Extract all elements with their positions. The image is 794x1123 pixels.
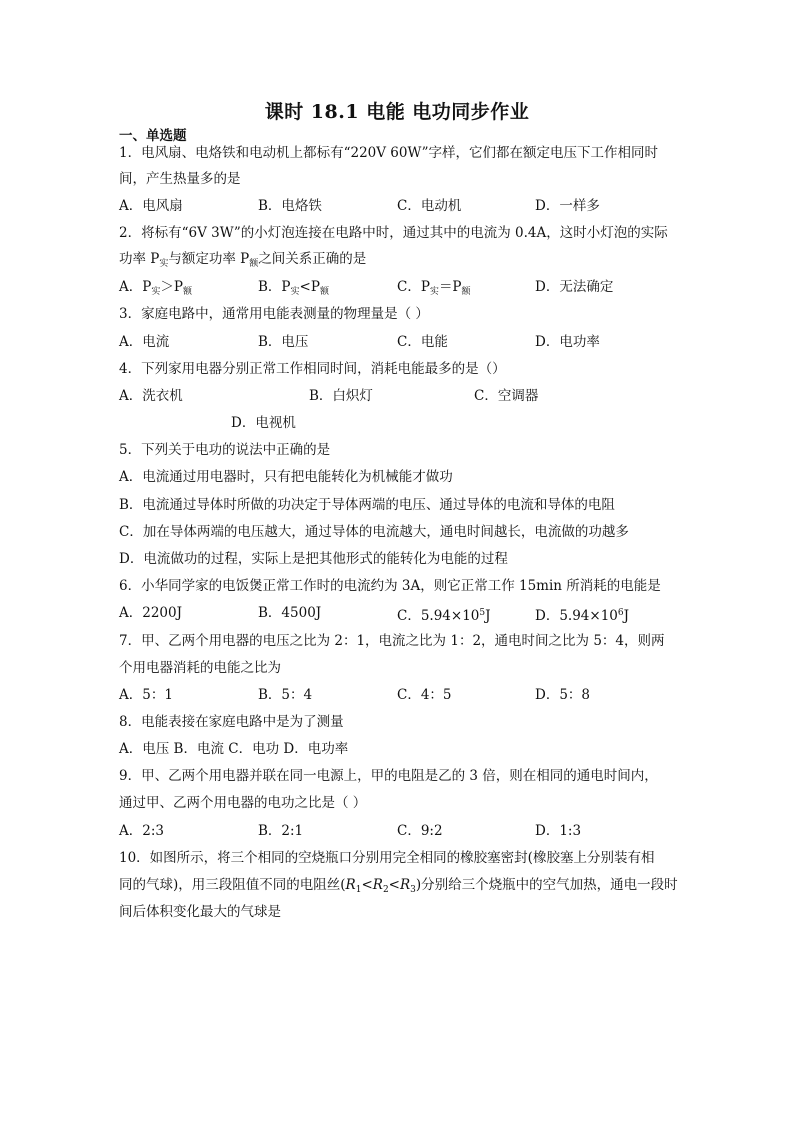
q1-option-d: D．一样多 — [535, 198, 600, 214]
q3-option-d: D．电功率 — [535, 334, 600, 350]
q8-options: A．电压 B．电流 C．电功 D．电功率 — [119, 741, 349, 757]
q1-option-c: C．电动机 — [397, 198, 462, 214]
q2-stem-line2: 功率 $P_实$与额定功率 $P_额$之间关系正确的是 — [119, 251, 367, 269]
q7-option-b: B．5：4 — [258, 687, 313, 703]
q7-stem-line2: 个用电器消耗的电能之比为 — [119, 660, 281, 676]
q5-stem-line1: 5．下列关于电功的说法中正确的是 — [119, 442, 331, 458]
section-heading: 一、单选题 — [119, 128, 187, 144]
q9-stem-line2: 通过甲、乙两个用电器的电功之比是（ ） — [119, 795, 367, 811]
q5-option-d: D．电流做功的过程，实际上是把其他形式的能转化为电能的过程 — [119, 551, 508, 567]
q4-option-d: D．电视机 — [231, 415, 296, 431]
q6-stem-line1: 6．小华同学家的电饭煲正常工作时的电流约为 3A，则它正常工作 15min 所消耗的电能是 — [119, 578, 661, 594]
q6-option-d: D．$5.94\times 10^6J$ — [535, 608, 630, 624]
q1-stem-line1: 1．电风扇、电烙铁和电动机上都标有“220V 60W”字样，它们都在额定电压下工作相同时 — [119, 145, 659, 161]
q5-option-c: C．加在导体两端的电压越大，通过导体的电流越大，通电时间越长，电流做的功越多 — [119, 524, 629, 540]
q1-stem-line2: 间，产生热量多的是 — [119, 171, 241, 187]
q6-option-b: B．4500J — [258, 605, 322, 621]
q4-option-a: A．洗衣机 — [119, 388, 183, 404]
q3-stem-line1: 3．家庭电路中，通常用电能表测量的物理量是（ ） — [119, 306, 429, 322]
page-title: 课时 18.1 电能 电功同步作业 — [264, 101, 530, 123]
q5-option-b: B．电流通过导体时所做的功决定于导体两端的电压、通过导体的电流和导体的电阻 — [119, 497, 615, 513]
q10-stem-line1: 10．如图所示，将三个相同的空烧瓶口分别用完全相同的橡胶塞密封(橡胶塞上分别装有相 — [119, 850, 655, 866]
q7-option-d: D．5：8 — [535, 687, 591, 703]
q2-stem-line1: 2．将标有“6V 3W”的小灯泡连接在电路中时，通过其中的电流为 0.4A，这时小灯泡的实际 — [119, 225, 668, 241]
q10-stem-line3: 间后体积变化最大的气球是 — [119, 904, 281, 920]
q3-option-c: C．电能 — [397, 334, 448, 350]
q4-stem-line1: 4．下列家用电器分别正常工作相同时间，消耗电能最多的是（） — [119, 361, 506, 377]
q9-option-d: D．1:3 — [535, 823, 582, 839]
q6-option-c: C．$5.94\times 10^5J$ — [397, 608, 491, 624]
q5-option-a: A．电流通过用电器时，只有把电能转化为机械能才做功 — [119, 469, 453, 485]
q2-option-d: D．无法确定 — [535, 279, 614, 295]
q2-option-c: C．$P_实=P_额$ — [397, 279, 471, 297]
q9-option-b: B．2:1 — [258, 823, 304, 839]
q10-stem-line2: 同的气球)，用三段阻值不同的电阻丝$(R_1<R_2<R_3)$分别给三个烧瓶中的空气加热，通电一段时 — [119, 877, 678, 895]
q7-stem-line1: 7．甲、乙两个用电器的电压之比为 2：1，电流之比为 1：2，通电时间之比为 5：4，则两 — [119, 633, 665, 649]
q9-option-c: C．9:2 — [397, 823, 443, 839]
q1-option-b: B．电烙铁 — [258, 198, 322, 214]
q4-option-c: C．空调器 — [474, 388, 539, 404]
q7-option-a: A．5：1 — [119, 687, 173, 703]
q2-option-a: A．$P_实>P_额$ — [119, 279, 192, 297]
q7-option-c: C．4：5 — [397, 687, 452, 703]
q9-stem-line1: 9．甲、乙两个用电器并联在同一电源上，甲的电阻是乙的 3 倍，则在相同的通电时间内， — [119, 768, 658, 784]
q8-stem-line1: 8．电能表接在家庭电路中是为了测量 — [119, 714, 344, 730]
q1-option-a: A．电风扇 — [119, 198, 183, 214]
q6-option-a: A．2200J — [119, 605, 183, 621]
q9-option-a: A．2:3 — [119, 823, 164, 839]
q2-option-b: B．$P_实<P_额$ — [258, 279, 329, 297]
q4-option-b: B．白炽灯 — [309, 388, 373, 404]
q3-option-a: A．电流 — [119, 334, 170, 350]
q3-option-b: B．电压 — [258, 334, 309, 350]
